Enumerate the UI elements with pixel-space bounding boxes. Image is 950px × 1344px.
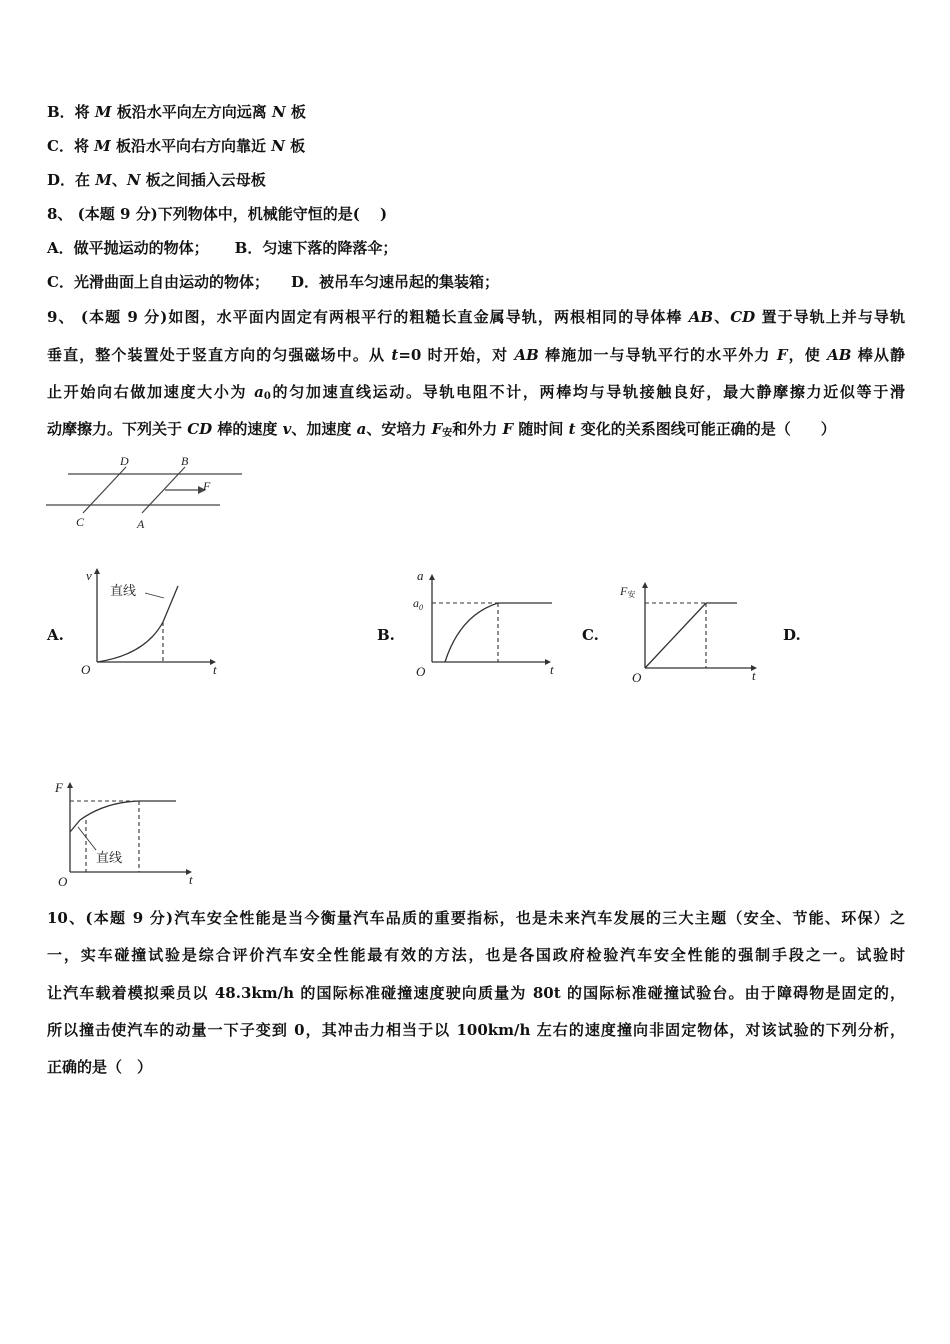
option-b-line: B．将 M 板沿水平向左方向远离 N 板 [47, 103, 306, 121]
y-label: v [86, 568, 92, 583]
q10-line-1: 10、(本题 9 分)汽车安全性能是当今衡量汽车品质的重要指标，也是未来汽车发展的三大主题（安全、节能、环保）之 [47, 909, 905, 927]
note-pointer [78, 827, 96, 850]
option-c-line: C．将 M 板沿水平向右方向靠近 N 板 [47, 137, 306, 155]
y0-label: $a_0$ [413, 596, 423, 612]
acceleration-curve [445, 603, 498, 662]
origin-label: O [81, 662, 91, 677]
label-b: B [181, 454, 189, 468]
q8-option-a: A．做平抛运动的物体； [47, 239, 209, 257]
q8-option-b: B．匀速下落的降落伞； [234, 239, 398, 257]
force-curve [80, 801, 139, 820]
option-d-line: D．在 M、N 板之间插入云母板 [47, 171, 266, 189]
q8-stem: 8、 (本题 9 分)下列物体中，机械能守恒的是( ) [47, 205, 388, 223]
rail-diagram [40, 450, 260, 535]
y-label: F安 [620, 584, 636, 599]
note-pointer [145, 593, 164, 598]
q10-line-3: 让汽车载着模拟乘员以 48.3km/h 的国际标准碰撞速度驶向质量为 80t 的国际标准碰撞试验台。由于障碍物是固定的， [47, 984, 905, 1002]
note-label: 直线 [96, 850, 123, 865]
q8-options-ab [47, 238, 397, 258]
label-a: A [137, 517, 145, 531]
x-label: t [189, 872, 193, 887]
graph-c [615, 560, 775, 685]
y-axis-arrow [67, 782, 73, 788]
q8-option-d: D．被吊车匀速吊起的集装箱； [290, 273, 499, 291]
x-label: t [550, 662, 554, 677]
graph-option-a-label: A. [47, 626, 64, 644]
graph-b [405, 560, 565, 685]
q9-line-3: 止开始向右做加速度大小为 $a_0$的匀加速直线运动。导轨电阻不计，两棒均与导轨接触良好，最大静摩擦力近似等于滑 [47, 383, 905, 402]
label-f: F [203, 479, 211, 493]
note-label: 直线 [110, 583, 137, 598]
q9-line-4: 动摩擦力。下列关于 CD 棒的速度 v、加速度 a、安培力 $F_安$和外力 F 随时间 t 变化的关系图线可能正确的是（ ） [47, 420, 836, 439]
label-d: D [120, 454, 129, 468]
q10-line-4: 所以撞击使汽车的动量一下子变到 0，其冲击力相当于以 100km/h 左右的速度撞向非固定物体，对该试验的下列分析， [47, 1021, 905, 1039]
x-label: t [752, 668, 756, 683]
y-axis-arrow [429, 574, 435, 580]
y-axis-arrow [642, 582, 648, 588]
origin-label: O [632, 670, 642, 685]
origin-label: O [58, 874, 68, 889]
q8-option-c: C．光滑曲面上自由运动的物体； [47, 273, 269, 291]
y-axis-arrow [94, 568, 100, 574]
force-line-start [70, 820, 80, 832]
q9-line-2: 垂直，整个装置处于竖直方向的匀强磁场中。从 t=0 时开始，对 AB 棒施加一与导轨平行的水平外力 F，使 AB 棒从静 [47, 346, 905, 364]
q10-line-2: 一，实车碰撞试验是综合评价汽车安全性能最有效的方法，也是各国政府检验汽车安全性能的强制手段之一。试验时 [47, 946, 905, 964]
graph-option-d-label: D. [783, 626, 801, 644]
graph-option-c-label: C. [582, 626, 599, 644]
q9-line-1: 9、 (本题 9 分)如图，水平面内固定有两根平行的粗糙长直金属导轨，两根相同的导体棒 AB、CD 置于导轨上并与导轨 [47, 308, 905, 326]
q10-line-5: 正确的是（ ） [47, 1058, 153, 1076]
y-label: F [55, 780, 63, 795]
graph-option-b-label: B. [377, 626, 395, 644]
graph-d [50, 770, 210, 895]
graph-a [70, 560, 230, 685]
label-c: C [76, 515, 85, 529]
q8-options-cd [47, 272, 499, 292]
x-label: t [213, 662, 217, 677]
y-label: a [417, 568, 424, 583]
origin-label: O [416, 664, 426, 679]
force-line [645, 603, 706, 668]
